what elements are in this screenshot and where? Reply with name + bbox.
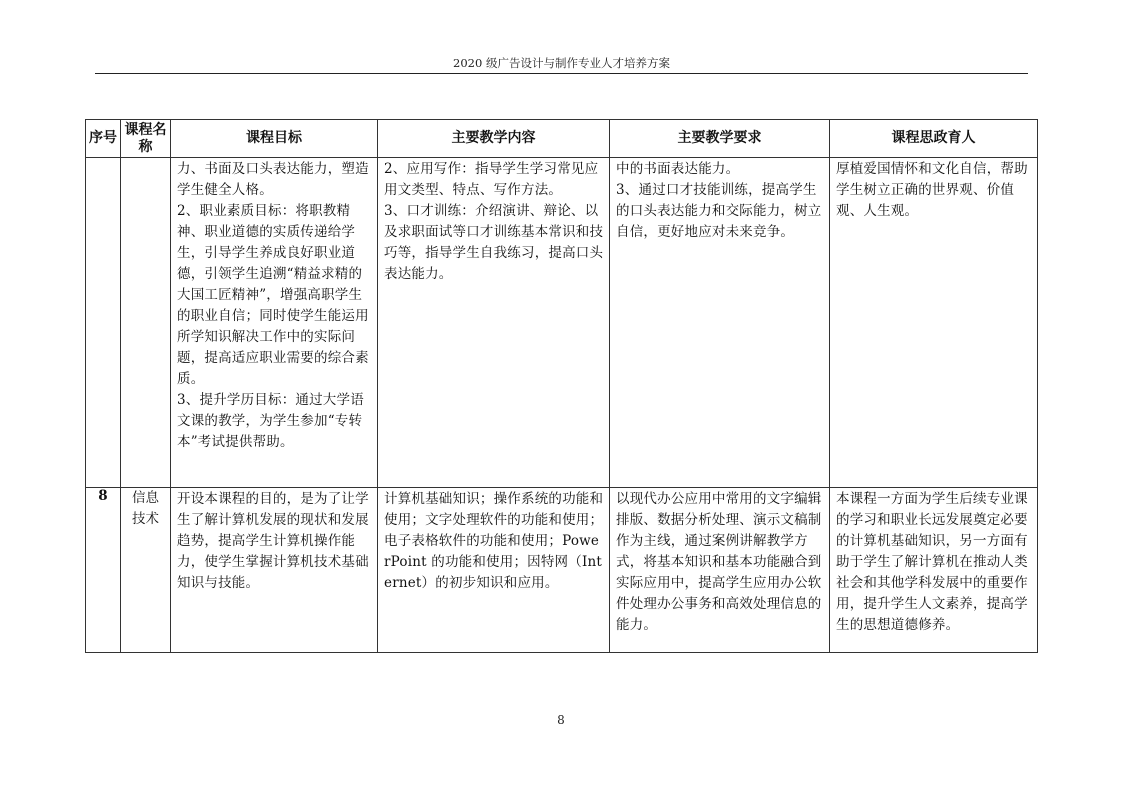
course-name-text: 信息 技术 [132, 490, 159, 527]
cell-requirement [610, 158, 830, 488]
table-header-row [86, 120, 1038, 158]
ideology-text: 厚植爱国情怀和文化自信，帮助学生树立正确的世界观、价值观、人生观。 [836, 161, 1028, 219]
content-text: 2、应用写作：指导学生学习常见应用文类型、特点、写作方法。 3、口才训练：介绍演讲、辩论、以及求职面试等口才训练基本常识和技巧等，指导学生自我练习，提高口头表达能力。 [384, 161, 604, 282]
cell-ideology [830, 488, 1038, 653]
table-row [86, 158, 1038, 488]
header-rule [95, 73, 1028, 74]
requirement-text: 中的书面表达能力。 3、通过口才技能训练，提高学生的口头表达能力和交际能力，树立自信，更好地应对未来竞争。 [616, 161, 822, 240]
cell-ideology [830, 158, 1038, 488]
column-header-goal: 课程目标 [171, 120, 378, 158]
cell-course-name [121, 158, 171, 488]
goal-text: 开设本课程的目的，是为了让学生了解计算机发展的现状和发展趋势，提高学生计算机操作能力，使学生掌握计算机技术基础知识与技能。 [177, 491, 369, 591]
cell-requirement [610, 488, 830, 653]
cell-seq: 8 [86, 488, 121, 653]
column-header-ideology: 课程思政育人 [830, 120, 1038, 158]
page-header: 2020 级广告设计与制作专业人才培养方案 [453, 56, 670, 70]
table-row [86, 488, 1038, 653]
ideology-text: 本课程一方面为学生后续专业课的学习和职业长远发展奠定必要的计算机基础知识，另一方面有助于学生了解计算机在推动人类社会和其他学科发展中的重要作用，提升学生人文素养，提高学生的思想道德修养。 [836, 491, 1028, 633]
column-header-seq: 序号 [86, 120, 121, 158]
curriculum-table [85, 119, 1038, 653]
column-header-course-name: 课程名称 [121, 120, 171, 158]
page-number: 8 [557, 713, 565, 727]
column-header-requirement: 主要教学要求 [610, 120, 830, 158]
goal-text: 力、书面及口头表达能力，塑造学生健全人格。 2、职业素质目标：将职教精神、职业道德的实质传递给学生，引导学生养成良好职业道德，引领学生追溯“精益求精的大国工匠精神”，增强高职学生的职业自信；同时使学生能运用所学知识解决工作中的实际问题，提高适应职业需要的综合素质。 3、提升学历目标：通过大学语文课的教学，为学生参加“专转本”考试提供帮助。 [177, 161, 369, 450]
cell-goal [171, 488, 378, 653]
cell-content [378, 158, 610, 488]
cell-goal [171, 158, 378, 488]
content-text: 计算机基础知识；操作系统的功能和使用；文字处理软件的功能和使用；电子表格软件的功能和使用；PowerPoint 的功能和使用；因特网（Internet）的初步知识和应用。 [384, 491, 604, 591]
requirement-text: 以现代办公应用中常用的文字编辑排版、数据分析处理、演示文稿制作为主线，通过案例讲解教学方式，将基本知识和基本功能融合到实际应用中，提高学生应用办公软件处理办公事务和高效处理信息的能力。 [616, 491, 822, 633]
column-header-content: 主要教学内容 [378, 120, 610, 158]
cell-course-name [121, 488, 171, 653]
cell-seq [86, 158, 121, 488]
cell-content [378, 488, 610, 653]
